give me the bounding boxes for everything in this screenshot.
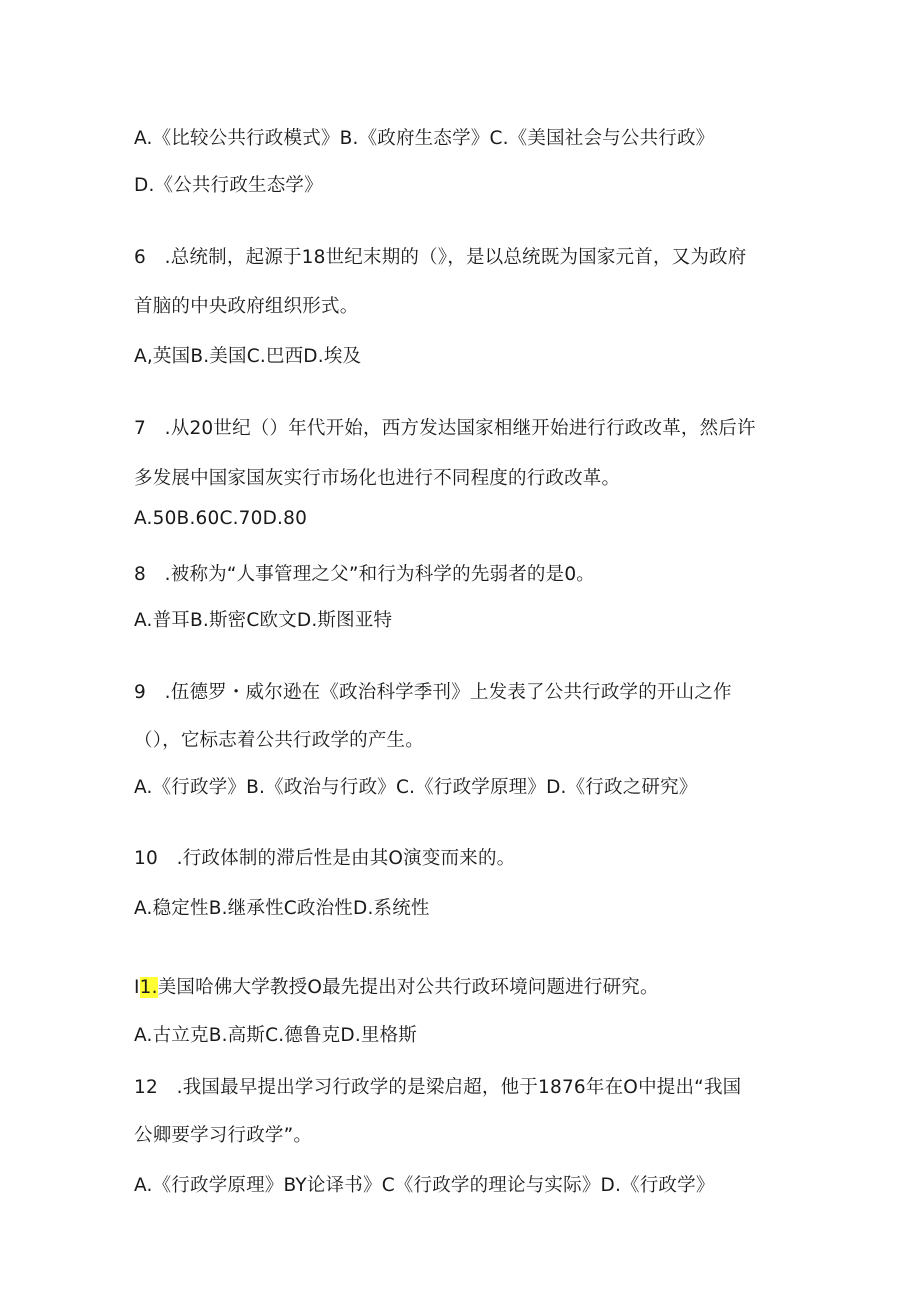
question-6-text-line-2: 首脑的中央政府组织形式。 xyxy=(134,296,359,317)
question-7-text-line-1: 7 .从20世纪（）年代开始，西方发达国家相继开始进行行政改革，然后许 xyxy=(134,418,756,439)
question-9-text-line-1: 9 .伍德罗・威尔逊在《政治科学季刊》上发表了公共行政学的开山之作 xyxy=(134,682,732,703)
question-12-options: A.《行政学原理》BY论译书》C《行政学的理论与实际》D.《行政学》 xyxy=(134,1175,715,1196)
question-12-text-line-2: 公卿要学习行政学”。 xyxy=(134,1125,313,1146)
question-5-options-line-1: A.《比较公共行政模式》B.《政府生态学》C.《美国社会与公共行政》 xyxy=(134,128,715,149)
question-5-options-line-2: D.《公共行政生态学》 xyxy=(134,175,323,196)
question-9-text-line-2: （），它标志着公共行政学的产生。 xyxy=(134,730,424,751)
question-9-options: A.《行政学》B.《政治与行政》C.《行政学原理》D.《行政之研究》 xyxy=(134,777,698,798)
question-6-options: A,英国B.美国C.巴西D.埃及 xyxy=(134,346,362,367)
question-8-options: A.普耳B.斯密C欧文D.斯图亚特 xyxy=(134,610,393,631)
question-7-options: A.50B.60C.70D.80 xyxy=(134,508,308,529)
question-10-text: 10 .行政体制的滞后性是由其O演变而来的。 xyxy=(134,848,516,869)
highlighted-number: 1. xyxy=(139,977,158,998)
question-11-body: 美国哈佛大学教授O最先提出对公共行政环境问题进行研究。 xyxy=(157,977,659,998)
question-7-text-line-2: 多发展中国家国灰实行市场化也进行不同程度的行政改革。 xyxy=(134,468,621,489)
question-11-options: A.古立克B.高斯C.德鲁克D.里格斯 xyxy=(134,1025,418,1046)
question-6-text-line-1: 6 .总统制，起源于18世纪末期的（》，是以总统既为国家元首，又为政府 xyxy=(134,247,747,268)
question-11-text xyxy=(134,975,659,1001)
question-8-text: 8 .被称为“人事管理之父”和行为科学的先弱者的是0。 xyxy=(134,564,595,585)
question-12-text-line-1: 12 .我国最早提出学习行政学的是梁启超，他于1876年在O中提出“我国 xyxy=(134,1077,742,1098)
question-11-number-prefix: I xyxy=(134,977,140,998)
question-10-options: A.稳定性B.继承性C政治性D.系统性 xyxy=(134,898,430,919)
